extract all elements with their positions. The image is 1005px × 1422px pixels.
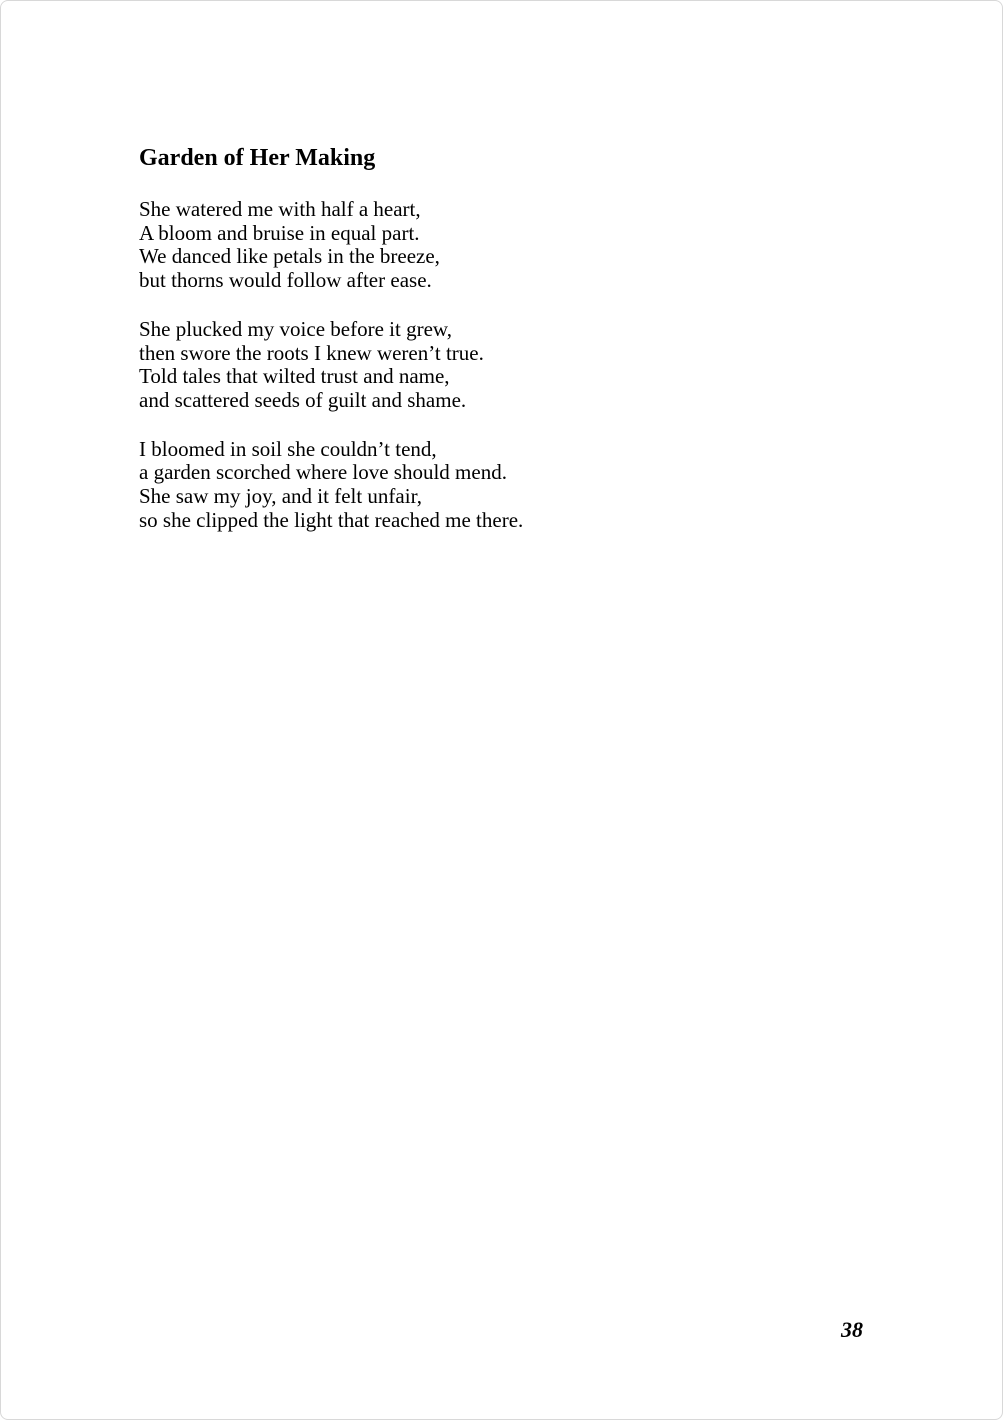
poem-line: but thorns would follow after ease.: [139, 268, 432, 293]
poem-line: then swore the roots I knew weren’t true.: [139, 340, 484, 365]
poem-line: so she clipped the light that reached me there.: [139, 507, 524, 532]
poem-line: She saw my joy, and it felt unfair,: [139, 484, 422, 509]
poem-line: I bloomed in soil she couldn’t tend,: [139, 436, 437, 461]
stanza-1: [139, 198, 839, 293]
poem-title: Garden of Her Making: [139, 145, 376, 171]
poem-line: a garden scorched where love should mend.: [139, 460, 507, 485]
poem-line: We danced like petals in the breeze,: [139, 244, 440, 269]
poem: [139, 140, 839, 557]
page-number: 38: [841, 1317, 863, 1342]
poem-line: and scattered seeds of guilt and shame.: [139, 387, 467, 412]
poem-line: She plucked my voice before it grew,: [139, 316, 452, 341]
stanza-3: [139, 438, 839, 533]
poem-line: She watered me with half a heart,: [139, 197, 421, 221]
poem-line: A bloom and bruise in equal part.: [139, 220, 420, 245]
stanza-2: [139, 318, 839, 413]
poem-line: Told tales that wilted trust and name,: [139, 364, 450, 389]
